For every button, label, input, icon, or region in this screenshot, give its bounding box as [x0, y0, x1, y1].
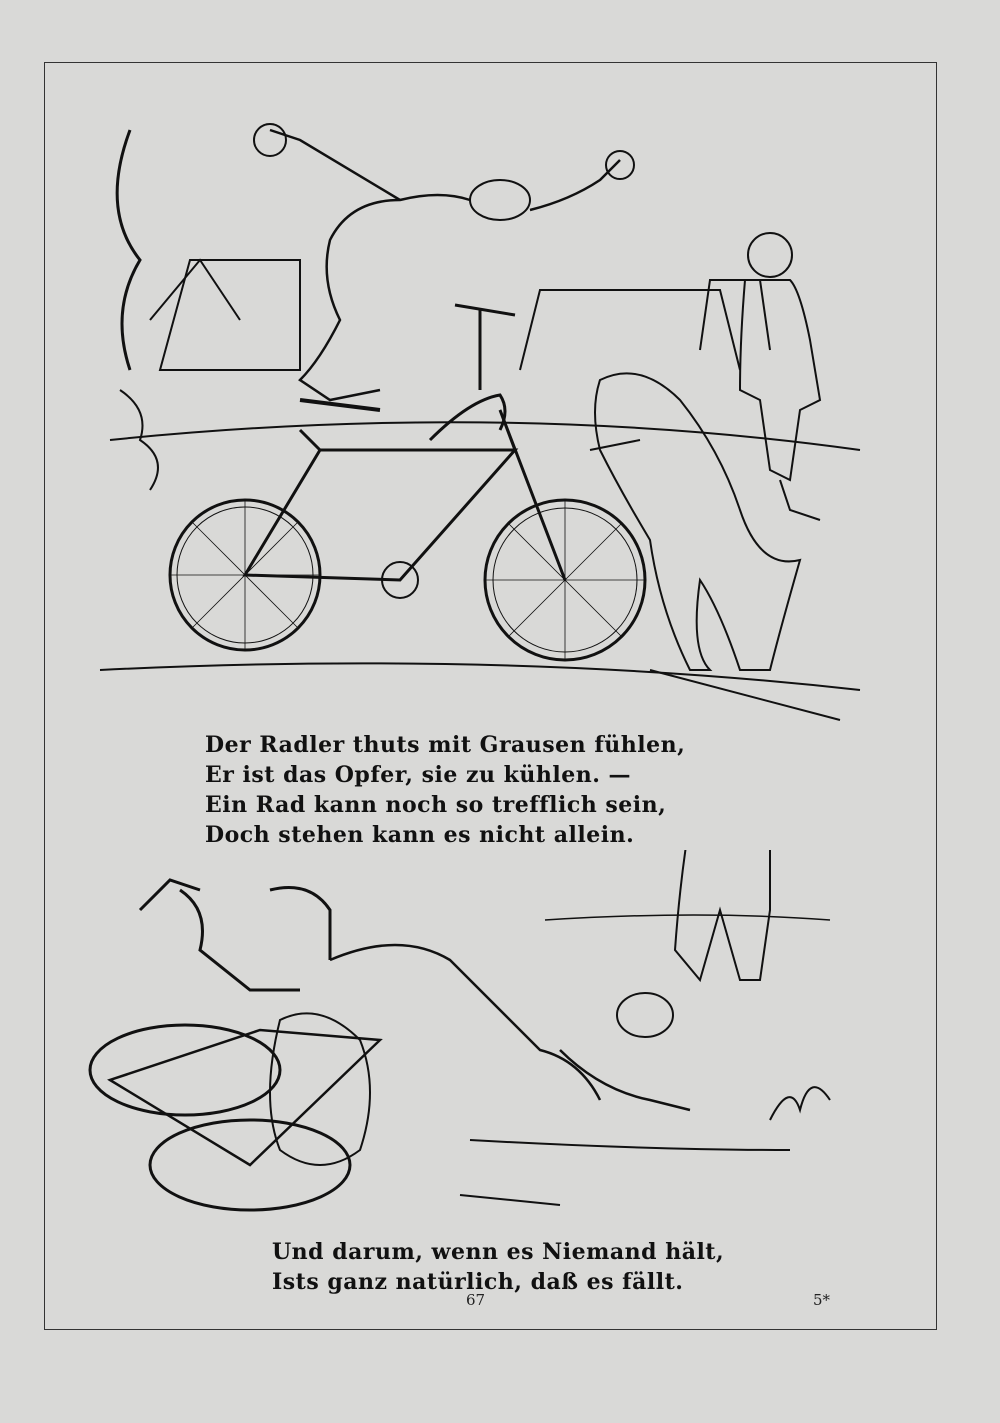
- signature-mark: 5*: [813, 1291, 831, 1309]
- page-number: 67: [466, 1291, 486, 1309]
- verse-line: Ists ganz natürlich, daß es fällt.: [272, 1269, 684, 1295]
- verse-second-stanza: [272, 1237, 724, 1297]
- verse-line: Er ist das Opfer, sie zu kühlen. —: [205, 762, 632, 788]
- verse-line: Der Radler thuts mit Grausen fühlen,: [205, 732, 686, 758]
- verse-line: Ein Rad kann noch so trefflich sein,: [205, 792, 667, 818]
- illustration-cyclist-balancing: [0, 110, 1000, 730]
- verse-line: Und darum, wenn es Niemand hält,: [272, 1239, 725, 1265]
- verse-line: Doch stehen kann es nicht allein.: [205, 822, 635, 848]
- illustration-cyclist-falling: [0, 850, 1000, 1220]
- verse-first-stanza: [205, 730, 685, 850]
